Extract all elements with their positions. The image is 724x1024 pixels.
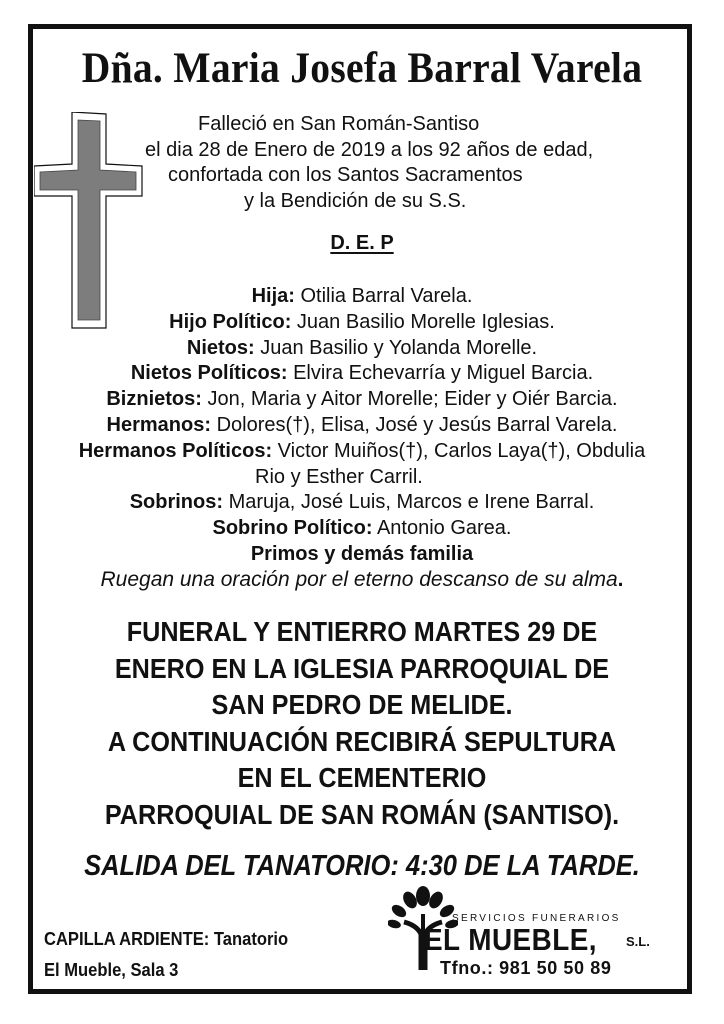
family-row: Primos y demás familia: [250, 542, 474, 565]
family-row: Hija: Otilia Barral Varela.: [251, 285, 473, 307]
funeral-line: A CONTINUACIÓN RECIBIRÁ SEPULTURA: [107, 725, 617, 757]
funeral-line: SAN PEDRO DE MELIDE.: [211, 689, 513, 720]
logo-suffix: S.L.: [626, 934, 650, 949]
logo-phone: Tfno.: 981 50 50 89: [440, 958, 612, 978]
family-row: Sobrino Político: Antonio Garea.: [212, 517, 512, 540]
funeral-line: ENERO EN LA IGLESIA PARROQUIAL DE: [114, 652, 610, 684]
funeral-details: [36, 614, 688, 833]
intro-line: el dia 28 de Enero de 2019 a los 92 años de edad,: [145, 138, 594, 161]
family-row: Sobrinos: Maruja, José Luis, Marcos e Irene Barral.: [129, 491, 595, 514]
intro-line: confortada con los Santos Sacramentos: [168, 164, 523, 186]
funeral-line: EN EL CEMENTERIO: [237, 762, 487, 793]
dep-heading: [0, 232, 724, 255]
funeral-line: FUNERAL Y ENTIERRO MARTES 29 DE: [126, 616, 598, 647]
deceased-name: Dña. Maria Josefa Barral Varela: [81, 45, 643, 92]
intro-line: y la Bendición de su S.S.: [244, 189, 467, 212]
death-announcement: [130, 112, 600, 214]
family-row: Hermanos Políticos: Victor Muiños(†), Carlos Laya(†), Obdulia: [78, 439, 646, 462]
family-list: [40, 284, 684, 568]
family-row: Hijo Político: Juan Basilio Morelle Iglesias.: [169, 310, 555, 333]
logo-subtitle: SERVICIOS FUNERARIOS: [452, 913, 621, 924]
logo-name: EL MUEBLE,: [424, 922, 597, 957]
family-row: Hermanos: Dolores(†), Elisa, José y Jesús Barral Varela.: [106, 413, 618, 436]
departure-time: SALIDA DEL TANATORIO: 4:30 DE LA TARDE.: [84, 850, 640, 882]
intro-line: Falleció en San Román-Santiso: [198, 113, 480, 135]
family-row: Biznietos: Jon, Maria y Aitor Morelle; Eider y Oiér Barcia.: [106, 388, 618, 411]
family-row-continuation: Rio y Esther Carril.: [255, 465, 423, 488]
family-row: Nietos Políticos: Elvira Echevarría y Miguel Barcia.: [130, 362, 594, 385]
funeral-line: PARROQUIAL DE SAN ROMÁN (SANTISO).: [104, 798, 620, 830]
dep-text: D. E. P: [330, 232, 394, 254]
prayer-line: Ruegan una oración por el eterno descanso de su alma.: [100, 568, 624, 591]
chapel-info: CAPILLA ARDIENTE: Tanatorio El Mueble, Sala 3: [44, 929, 289, 980]
family-row: Nietos: Juan Basilio y Yolanda Morelle.: [186, 336, 538, 359]
